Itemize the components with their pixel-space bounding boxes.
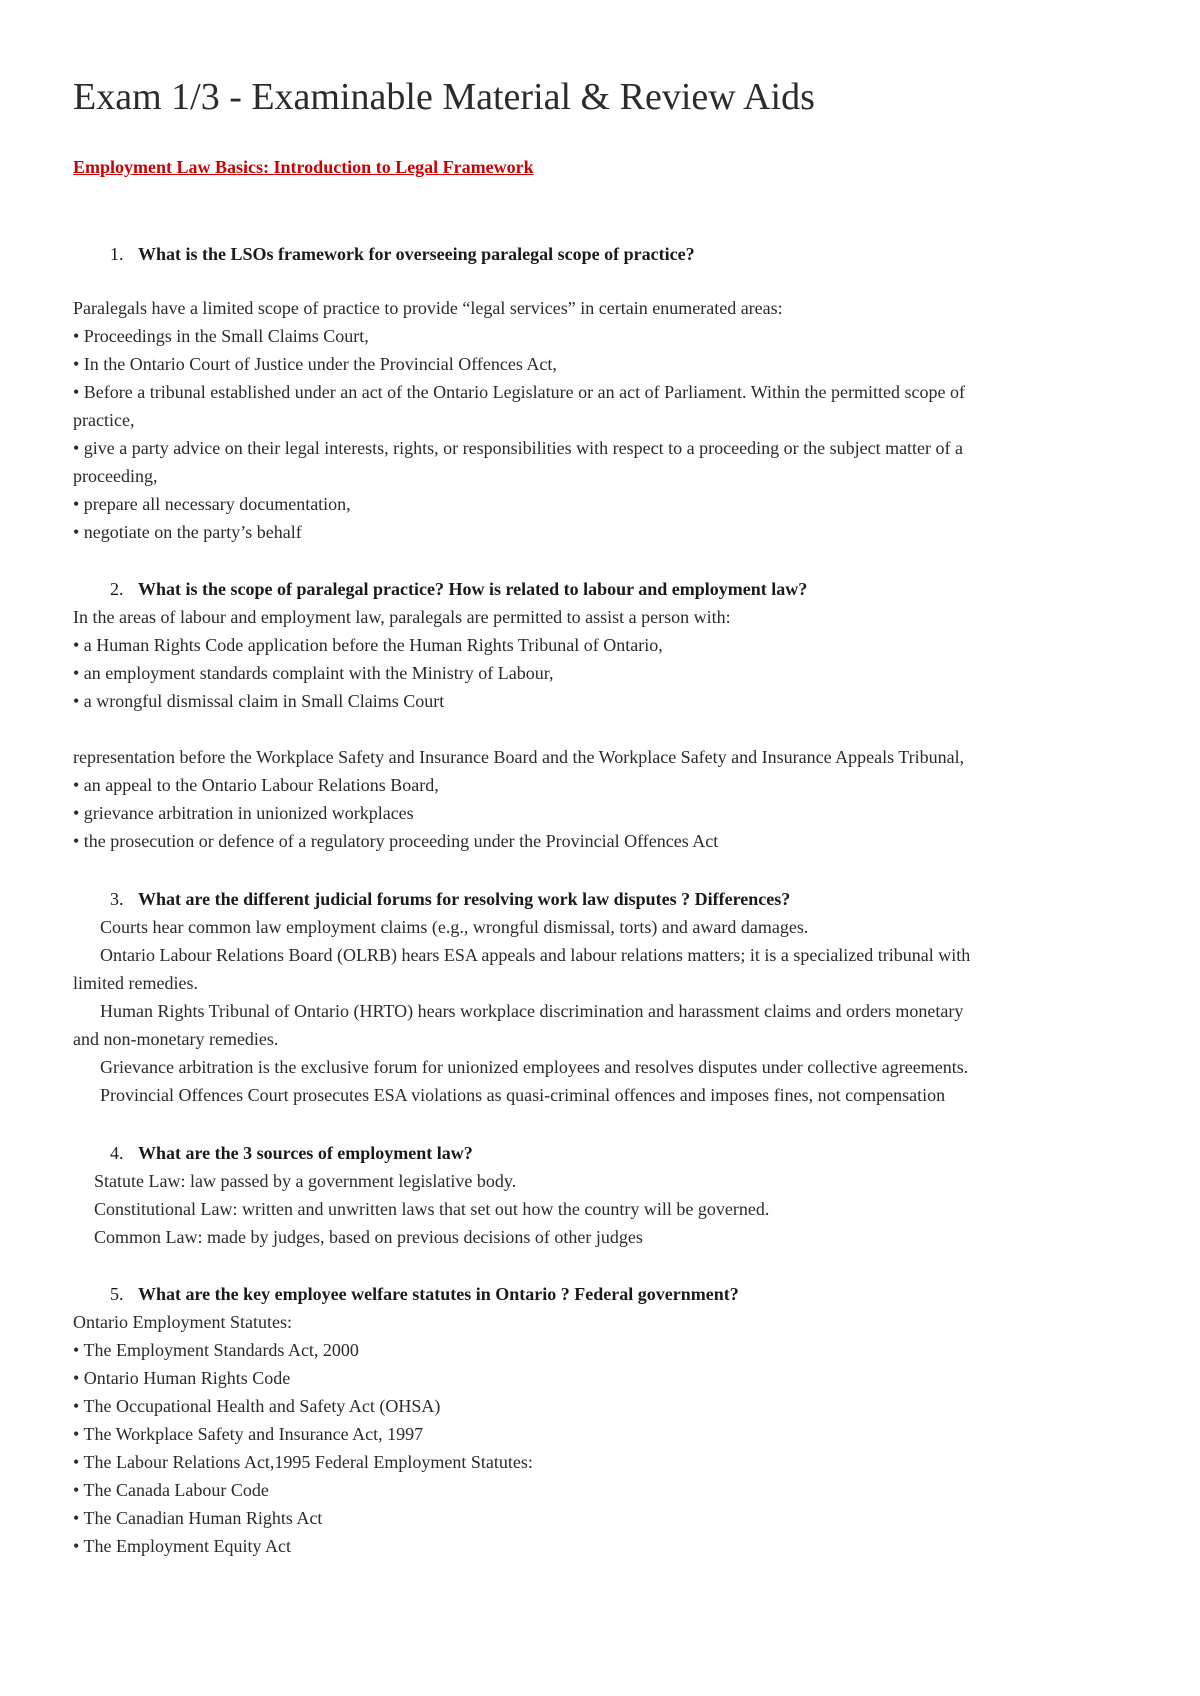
question-text: What are the 3 sources of employment law? — [138, 1143, 473, 1163]
answer-line: • The Employment Equity Act — [73, 1536, 291, 1556]
answer-line: • negotiate on the party’s behalf — [73, 522, 302, 542]
answer-line: • The Employment Standards Act, 2000 — [73, 1340, 359, 1360]
question-number: 1. — [110, 244, 124, 264]
question-text: What is the LSOs framework for overseeing paralegal scope of practice? — [138, 244, 695, 264]
answer-line: • Ontario Human Rights Code — [73, 1368, 291, 1388]
answer-line: • The Workplace Safety and Insurance Act, 1997 — [73, 1424, 424, 1444]
question-number: 2. — [110, 579, 124, 599]
answer-line: • grievance arbitration in unionized workplaces — [73, 803, 414, 823]
question-number: 3. — [110, 889, 124, 909]
answer-line: Ontario Employment Statutes: — [73, 1312, 292, 1332]
answer-line: Provincial Offences Court prosecutes ESA violations as quasi-criminal offences and imposes fines, not compensation — [100, 1085, 946, 1105]
answer-line: • The Labour Relations Act,1995 Federal Employment Statutes: — [73, 1452, 533, 1472]
page-title: Exam 1/3 - Examinable Material & Review Aids — [73, 76, 815, 118]
answer-line: • Proceedings in the Small Claims Court, — [73, 326, 369, 346]
question-text: What are the key employee welfare statutes in Ontario ? Federal government? — [138, 1284, 739, 1304]
question-number: 5. — [110, 1284, 124, 1304]
answer-line: Grievance arbitration is the exclusive forum for unionized employees and resolves disputes under collective agreements. — [100, 1057, 969, 1077]
answer-line: • give a party advice on their legal interests, rights, or responsibilities with respect to a proceeding or the subject matter of a — [73, 438, 964, 458]
answer-line: • The Occupational Health and Safety Act (OHSA) — [73, 1396, 441, 1416]
answer-line: Paralegals have a limited scope of practice to provide “legal services” in certain enumerated areas: — [73, 298, 783, 318]
question-text: What is the scope of paralegal practice? How is related to labour and employment law? — [138, 579, 808, 599]
answer-line: and non-monetary remedies. — [73, 1029, 279, 1049]
answer-line: limited remedies. — [73, 973, 198, 993]
answer-line: • The Canadian Human Rights Act — [73, 1508, 323, 1528]
question-4 — [110, 1141, 473, 1165]
answer-line: • The Canada Labour Code — [73, 1480, 269, 1500]
answer-line: Constitutional Law: written and unwritten laws that set out how the country will be governed. — [94, 1199, 770, 1219]
question-3 — [110, 887, 790, 911]
answer-line: Common Law: made by judges, based on previous decisions of other judges — [94, 1227, 643, 1247]
question-number: 4. — [110, 1143, 124, 1163]
answer-line: proceeding, — [73, 466, 158, 486]
answer-line: • a Human Rights Code application before the Human Rights Tribunal of Ontario, — [73, 635, 663, 655]
answer-line: • Before a tribunal established under an act of the Ontario Legislature or an act of Parliament. Within the permitted scope of — [73, 382, 965, 402]
answer-line: • a wrongful dismissal claim in Small Claims Court — [73, 691, 445, 711]
question-5 — [110, 1282, 739, 1306]
answer-line: practice, — [73, 410, 135, 430]
answer-line: • an employment standards complaint with the Ministry of Labour, — [73, 663, 554, 683]
answer-line: In the areas of labour and employment law, paralegals are permitted to assist a person with: — [73, 607, 731, 627]
answer-line: representation before the Workplace Safety and Insurance Board and the Workplace Safety and Insurance Appeals Tribunal, — [73, 747, 965, 767]
question-1 — [110, 242, 695, 266]
question-2 — [110, 577, 807, 601]
answer-line: • prepare all necessary documentation, — [73, 494, 351, 514]
section-heading: Employment Law Basics: Introduction to Legal Framework — [73, 157, 534, 177]
answer-line: Ontario Labour Relations Board (OLRB) hears ESA appeals and labour relations matters; it is a specialized tribunal with — [100, 945, 971, 965]
answer-line: Human Rights Tribunal of Ontario (HRTO) hears workplace discrimination and harassment claims and orders monetary — [100, 1001, 964, 1021]
answer-line: Statute Law: law passed by a government legislative body. — [94, 1171, 517, 1191]
answer-line: Courts hear common law employment claims (e.g., wrongful dismissal, torts) and award damages. — [100, 917, 809, 937]
answer-line: • the prosecution or defence of a regulatory proceeding under the Provincial Offences Act — [73, 831, 719, 851]
question-text: What are the different judicial forums for resolving work law disputes ? Differences? — [138, 889, 791, 909]
answer-line: • an appeal to the Ontario Labour Relations Board, — [73, 775, 439, 795]
answer-line: • In the Ontario Court of Justice under the Provincial Offences Act, — [73, 354, 557, 374]
